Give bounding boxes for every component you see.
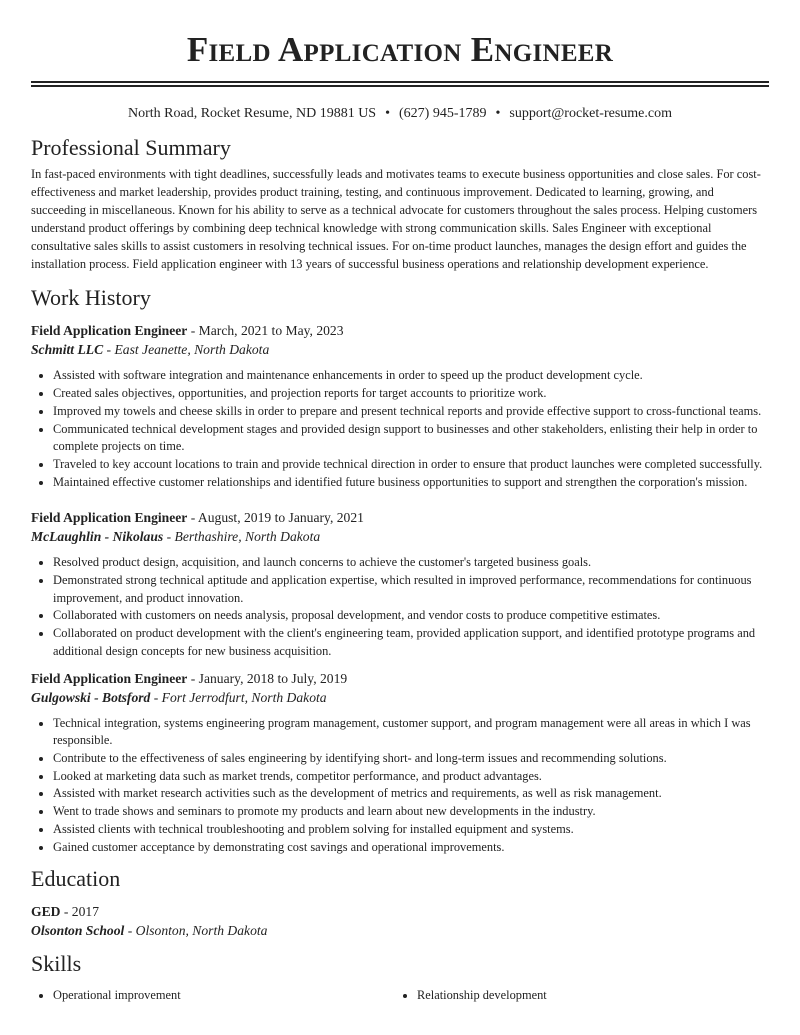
- skills-columns: [31, 987, 769, 1005]
- skills-right-column: [395, 987, 759, 1005]
- skill-item: • Relationship development: [417, 987, 759, 1005]
- contact-email: support@rocket-resume.com: [509, 106, 672, 121]
- education-year: - 2017: [63, 904, 99, 920]
- job-bullet: • Assisted clients with technical troubleshooting and problem solving for installed equipment and systems.: [53, 821, 769, 839]
- degree-line: [31, 902, 769, 921]
- skill-item: • Operational improvement: [53, 987, 395, 1005]
- job-dates: - August, 2019 to January, 2021: [190, 510, 364, 526]
- company-name: McLaughlin - Nikolaus: [31, 529, 164, 545]
- job-title: Field Application Engineer: [31, 323, 188, 339]
- company-location: - East Jeanette, North Dakota: [106, 342, 270, 358]
- contact-line: [31, 104, 769, 124]
- header-divider: [31, 81, 769, 87]
- job-dates: - March, 2021 to May, 2023: [190, 323, 344, 339]
- job-bullet: • Assisted with market research activities such as the development of metrics and requirements, as well as risk management.: [53, 785, 769, 803]
- company-line: [31, 340, 769, 359]
- job-title-line: [31, 508, 769, 527]
- education-heading: Education: [31, 866, 121, 892]
- skills-heading: Skills: [31, 951, 82, 977]
- job-bullets: [31, 715, 769, 857]
- job-bullet: • Demonstrated strong technical aptitude and application expertise, which resulted in improved performance, recommendations for continuous improvement, and product innovation.: [53, 572, 769, 607]
- school-line: [31, 921, 769, 940]
- school-name: Olsonton School: [31, 923, 125, 939]
- job-bullet: • Assisted with software integration and maintenance enhancements in order to speed up the product development cycle.: [53, 367, 769, 385]
- education-entry: [31, 902, 769, 940]
- company-line: [31, 527, 769, 546]
- job-title: Field Application Engineer: [31, 670, 188, 686]
- summary-heading: Professional Summary: [31, 135, 231, 160]
- school-location: - Olsonton, North Dakota: [127, 923, 268, 939]
- contact-separator: •: [385, 106, 390, 121]
- job-bullet: • Gained customer acceptance by demonstrating cost savings and operational improvements.: [53, 839, 769, 857]
- company-location: - Berthashire, North Dakota: [166, 529, 321, 545]
- candidate-name: Field Application Engineer: [186, 30, 614, 69]
- job-bullet: • Looked at marketing data such as market trends, competitor performance, and product advantages.: [53, 768, 769, 786]
- company-location: - Fort Jerrodfurt, North Dakota: [153, 689, 327, 705]
- job-title-line: [31, 669, 769, 688]
- job-bullet: • Improved my towels and cheese skills in order to prepare and present technical reports and provide effective support to cross-functional teams.: [53, 403, 769, 421]
- job-bullet: • Went to trade shows and seminars to promote my products and learn about new developments in the industry.: [53, 803, 769, 821]
- job-entry: [31, 321, 769, 491]
- job-entry: [31, 508, 769, 660]
- company-line: [31, 688, 769, 707]
- company-name: Schmitt LLC: [31, 342, 104, 358]
- job-title-line: [31, 321, 769, 340]
- job-bullet: • Technical integration, systems engineering program management, customer support, and program management were all areas in which I was responsible.: [53, 715, 769, 750]
- job-bullet: • Maintained effective customer relationships and identified future business opportunities to support and strengthen the corporation's mission.: [53, 474, 769, 492]
- job-title: Field Application Engineer: [31, 510, 188, 526]
- skills-left-column: [31, 987, 395, 1005]
- job-bullet: • Collaborated on product development with the client's engineering team, provided application support, and identified prototype programs and additional design concepts for new business acquisition.: [53, 625, 769, 660]
- job-bullet: • Resolved product design, acquisition, and launch concerns to achieve the customer's targeted business goals.: [53, 554, 769, 572]
- contact-separator: •: [495, 106, 501, 121]
- job-bullet: • Collaborated with customers on needs analysis, proposal development, and vendor costs to produce competitive estimates.: [53, 607, 769, 625]
- resume-page: [31, 0, 769, 1005]
- job-bullet: • Traveled to key account locations to train and provide technical direction in order to ensure that product launches were completed successfully.: [53, 456, 769, 474]
- job-entry: [31, 669, 769, 857]
- company-name: Gulgowski - Botsford: [31, 689, 151, 705]
- job-bullet: • Contribute to the effectiveness of sales engineering by identifying short- and long-term issues and recommending solutions.: [53, 750, 769, 768]
- job-dates: - January, 2018 to July, 2019: [190, 670, 348, 686]
- job-bullets: [31, 367, 769, 491]
- contact-phone: (627) 945-1789: [399, 106, 487, 121]
- job-bullet: • Communicated technical development stages and provided design support to businesses and other stakeholders, enlisting their help in order to complete projects on time.: [53, 421, 769, 456]
- job-bullet: • Created sales objectives, opportunities, and projection reports for target accounts to prioritize work.: [53, 385, 769, 403]
- contact-address: North Road, Rocket Resume, ND 19881 US: [128, 106, 377, 121]
- job-bullets: [31, 554, 769, 660]
- summary-text: In fast-paced environments with tight deadlines, successfully leads and motivates teams to execute business opportunities and close sales. For cost-effectiveness and market leadership, provides product training, testing, and continuous improvement. Dedicated to learning, growing, and succeeding in miscellaneous. Known for his ability to serve as a technical advocate for customers throughout the sales process. Helping customers understand product offerings by combining deep technical knowledge with strong communication skills. Sales Engineer with exceptional consultative sales skills to assist customers in resolving technical issues. For on-time product launches, manages the design effort and guides the installation process. Field application engineer with 13 years of successful business operations and relationship development experience.: [31, 167, 761, 271]
- degree: GED: [31, 904, 61, 920]
- work-history-heading: Work History: [31, 285, 151, 311]
